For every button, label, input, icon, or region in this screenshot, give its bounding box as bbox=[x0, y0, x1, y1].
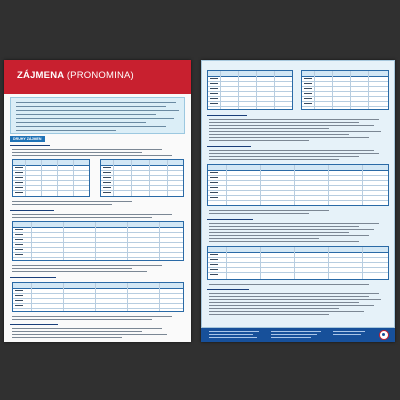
left-page bbox=[4, 60, 191, 342]
page-title bbox=[17, 70, 134, 81]
intro-box bbox=[10, 97, 185, 134]
table-personal-1 bbox=[12, 159, 90, 197]
right-page bbox=[201, 60, 395, 342]
title-main: ZÁJMENA bbox=[17, 70, 64, 81]
table-personal-2 bbox=[100, 159, 184, 197]
table-right-1 bbox=[207, 70, 293, 110]
title-band bbox=[4, 60, 191, 94]
section-heading: DRUHY ZÁJMEN bbox=[10, 136, 45, 142]
table-demonstrative bbox=[12, 282, 184, 312]
footer-bar bbox=[201, 328, 395, 342]
publisher-logo-icon bbox=[379, 330, 389, 340]
table-relative bbox=[207, 164, 389, 206]
title-subtitle: (PRONOMINA) bbox=[66, 70, 134, 81]
table-interrogative bbox=[207, 246, 389, 280]
table-possessive bbox=[12, 221, 184, 261]
table-right-2 bbox=[301, 70, 389, 110]
